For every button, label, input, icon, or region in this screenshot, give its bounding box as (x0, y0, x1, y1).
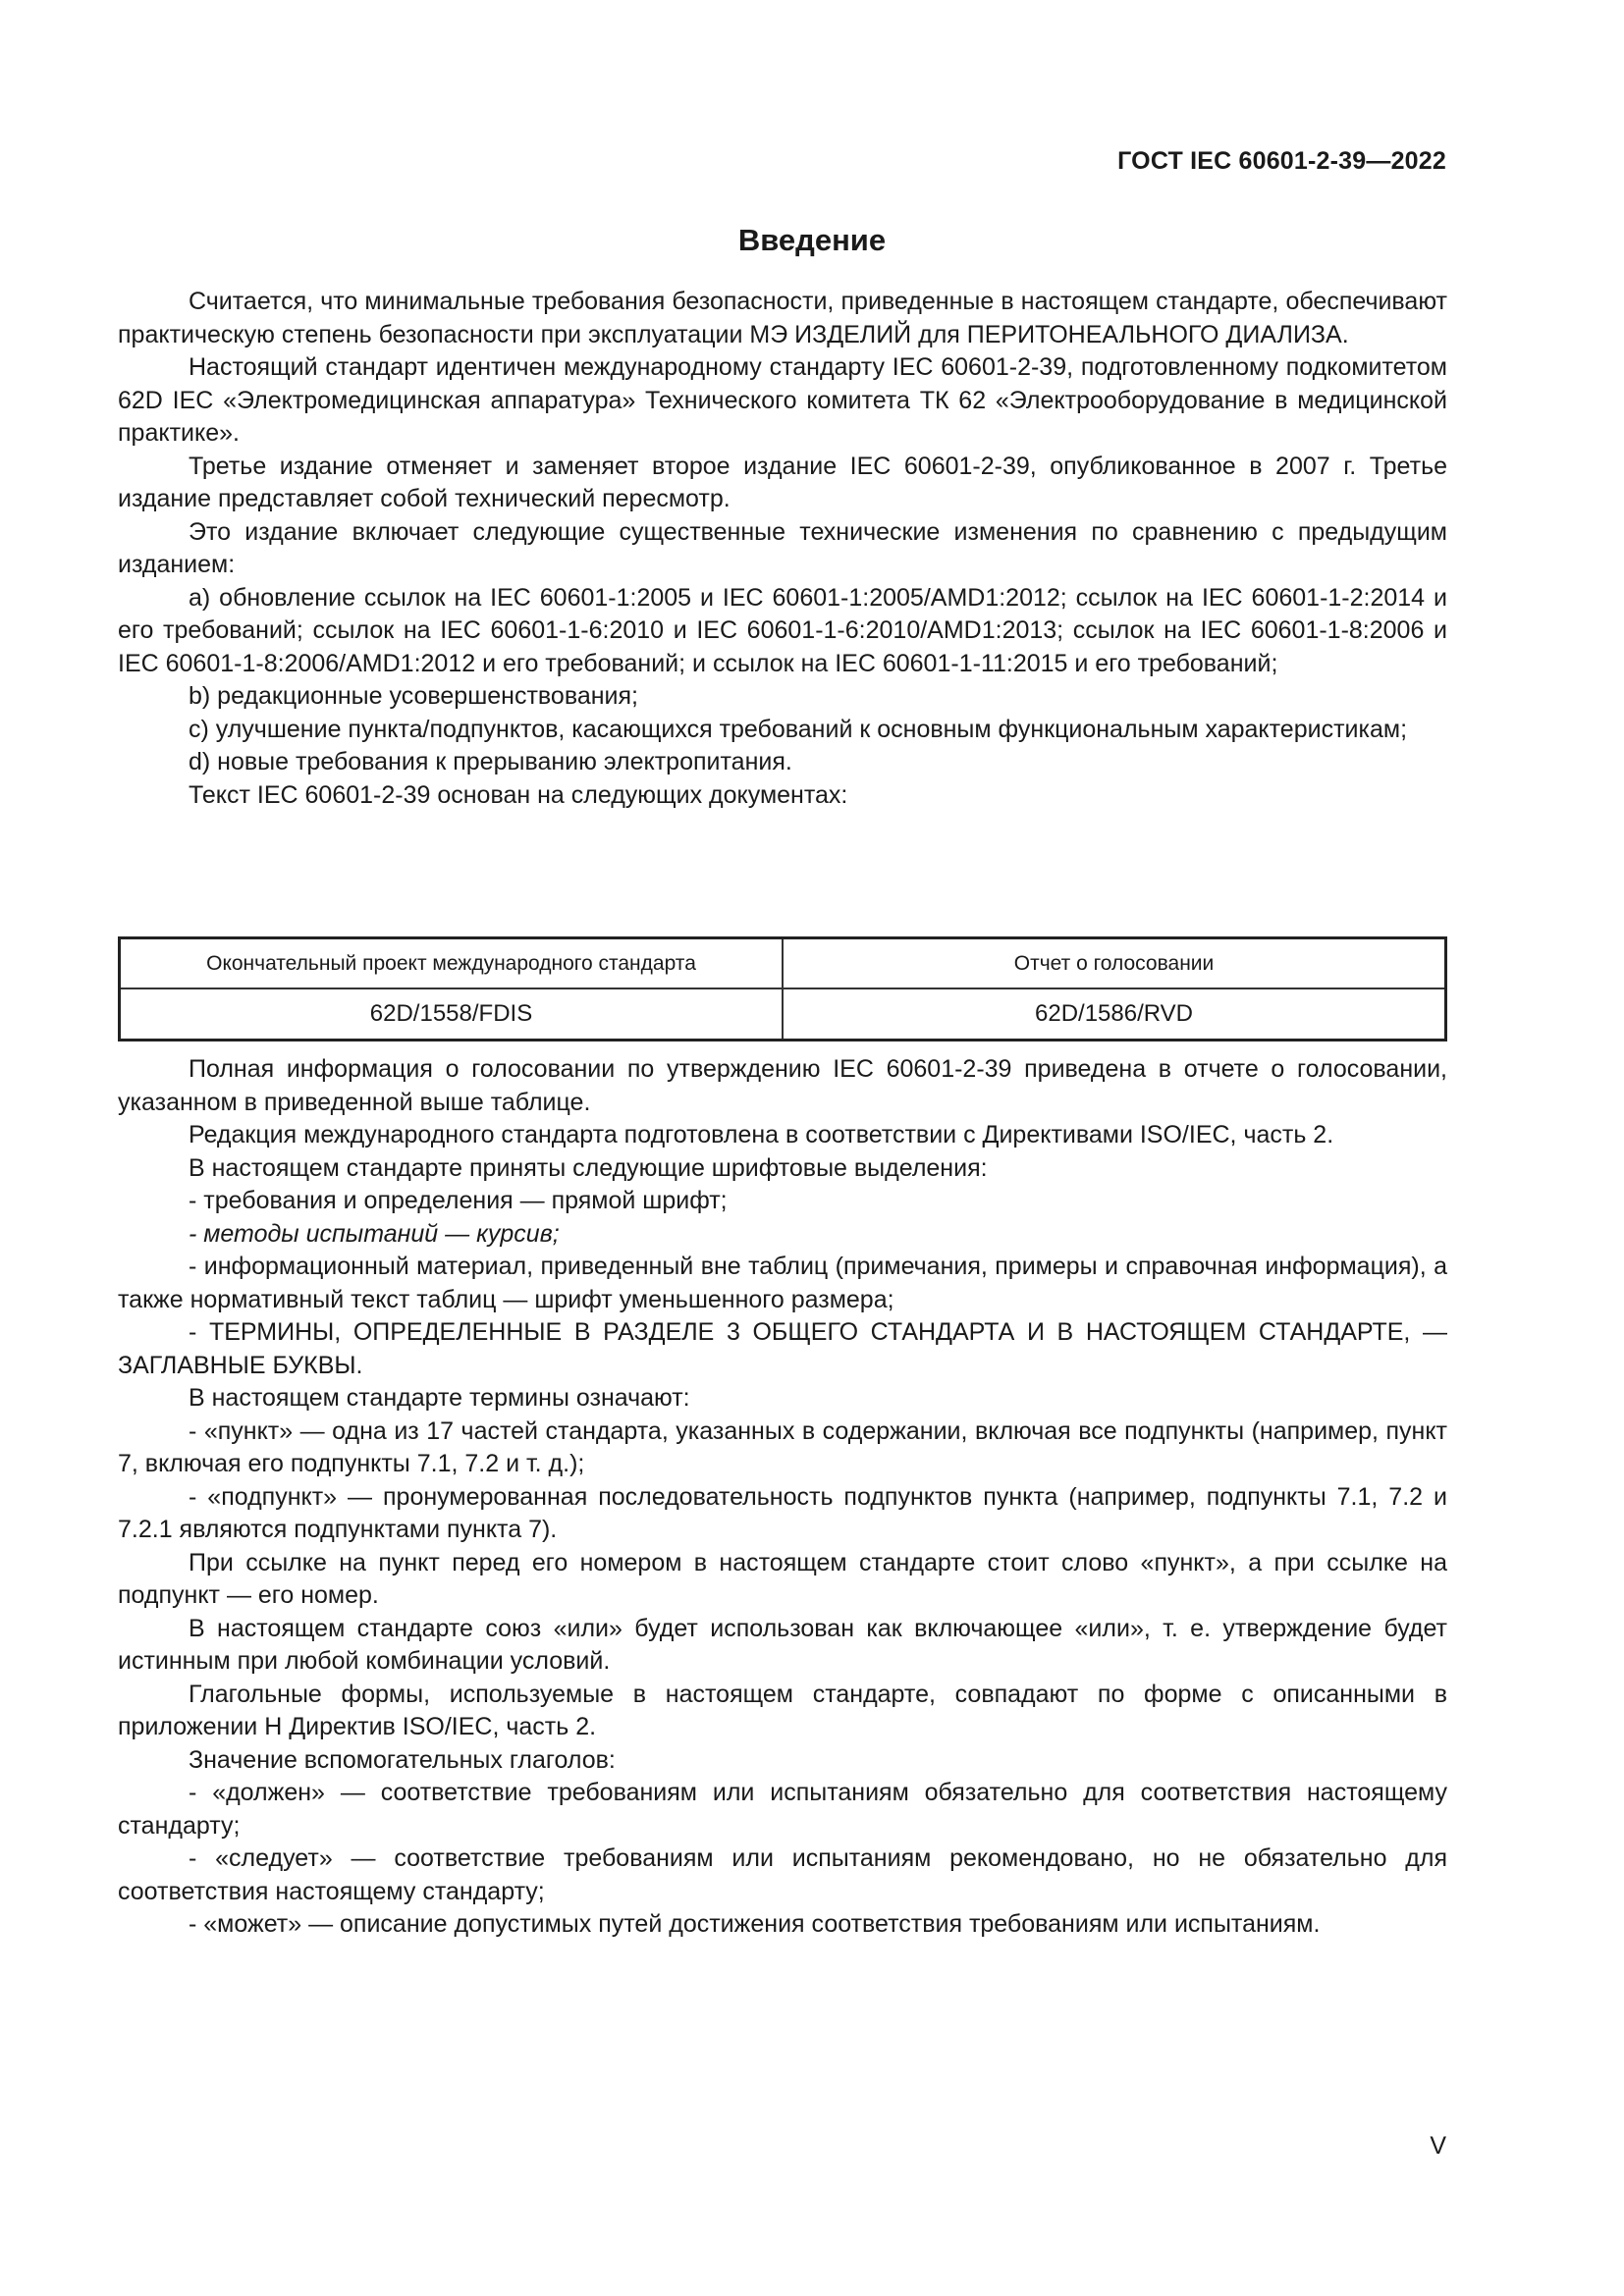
document-header: ГОСТ IEC 60601-2-39—2022 (1117, 147, 1446, 175)
table-cell: 62D/1586/RVD (783, 988, 1446, 1041)
paragraph: В настоящем стандарте термины означают: (189, 1384, 690, 1412)
paragraph: - «пункт» — одна из 17 частей стандарта, указанных в содержании, включая все подпункты (например, пункт 7, включая его подпункты 7.1, 7.2 и т. д.); (118, 1416, 1447, 1477)
paragraph: При ссылке на пункт перед его номером в настоящем стандарте стоит слово «пункт», а при ссылке на подпункт — его номер. (118, 1548, 1447, 1609)
table-header-row (120, 938, 1446, 989)
paragraph: Глагольные формы, используемые в настоящем стандарте, совпадают по форме с описанными в приложении Н Директив ISO/IEC, часть 2. (118, 1680, 1447, 1740)
paragraph: Текст IEC 60601-2-39 основан на следующих документах: (189, 780, 848, 809)
paragraph: - «должен» — соответствие требованиям или испытаниям обязательно для соответствия настоящему стандарту; (118, 1779, 1447, 1840)
paragraph: - методы испытаний — курсив; (189, 1219, 560, 1248)
paragraph: - требования и определения — прямой шрифт; (189, 1187, 728, 1214)
paragraph: Значение вспомогательных глаголов: (189, 1745, 616, 1774)
page-number: V (1430, 2132, 1446, 2160)
paragraph: Редакция международного стандарта подготовлена в соответствии с Директивами ISO/IEC, часть 2. (189, 1121, 1334, 1148)
paragraph: - ТЕРМИНЫ, ОПРЕДЕЛЕННЫЕ В РАЗДЕЛЕ 3 ОБЩЕГО СТАНДАРТА И В НАСТОЯЩЕМ СТАНДАРТЕ, — ЗАГЛАВНЫЕ БУКВЫ. (118, 1318, 1447, 1379)
paragraph: Полная информация о голосовании по утверждению IEC 60601-2-39 приведена в отчете о голосовании, указанном в приведенной выше таблице. (118, 1055, 1447, 1116)
table-row (120, 988, 1446, 1041)
list-item: b) редакционные усовершенствования; (189, 682, 638, 710)
paragraph: Настоящий стандарт идентичен международному стандарту IEC 60601-2-39, подготовленному подкомитетом 62D IEC «Электромедицинская аппаратура» Технического комитета ТК 62 «Электрооборудование в медицинской практике». (118, 353, 1447, 447)
paragraph: Считается, что минимальные требования безопасности, приведенные в настоящем стандарте, обеспечивают практическую степень безопасности при эксплуатации МЭ ИЗДЕЛИЙ для ПЕРИТОНЕАЛЬНОГО ДИАЛИЗА. (118, 288, 1447, 348)
list-item: а) обновление ссылок на IEC 60601-1:2005 и IEC 60601-1:2005/AMD1:2012; ссылок на IEC 60601-1-2:2014 и его требований; ссылок на IEC 60601-1-6:2010 и IEC 60601-1-6:2010/AMD1:2013; ссылок на IEC 60601-1-8:2006 и IEC 60601-1-8:2006/AMD1:2012 и его требований; и ссылок на IEC 60601-1-11:2015 и его требований; (118, 583, 1447, 677)
table-header-cell: Окончательный проект международного стандарта (120, 938, 784, 989)
voting-documents-table (118, 936, 1447, 1041)
paragraph: В настоящем стандарте приняты следующие шрифтовые выделения: (189, 1153, 988, 1182)
section-title: Введение (737, 223, 887, 257)
intro-text-top (118, 286, 1447, 812)
paragraph: - «следует» — соответствие требованиям или испытаниям рекомендовано, но не обязательно для соответствия настоящему стандарту; (118, 1844, 1447, 1905)
paragraph: Это издание включает следующие существенные технические изменения по сравнению с предыдущим изданием: (118, 517, 1447, 578)
paragraph: - «подпункт» — пронумерованная последовательность подпунктов пункта (например, подпункты 7.1, 7.2 и 7.2.1 являются подпунктами пункта 7). (118, 1482, 1447, 1543)
paragraph: В настоящем стандарте союз «или» будет использован как включающее «или», т. е. утверждение будет истинным при любой комбинации условий. (118, 1614, 1447, 1675)
paragraph: - информационный материал, приведенный вне таблиц (примечания, примеры и справочная информация), а также нормативный текст таблиц — шрифт уменьшенного размера; (118, 1253, 1447, 1313)
table-cell: 62D/1558/FDIS (120, 988, 784, 1041)
list-item: c) улучшение пункта/подпунктов, касающихся требований к основным функциональным характеристикам; (189, 715, 1408, 743)
paragraph: - «может» — описание допустимых путей достижения соответствия требованиям или испытаниям. (189, 1910, 1321, 1938)
table-header-cell: Отчет о голосовании (783, 938, 1446, 989)
paragraph: Третье издание отменяет и заменяет второе издание IEC 60601-2-39, опубликованное в 2007 г. Третье издание представляет собой технический пересмотр. (118, 452, 1447, 512)
list-item: d) новые требования к прерыванию электропитания. (189, 748, 792, 775)
intro-text-bottom (118, 1053, 1447, 1942)
